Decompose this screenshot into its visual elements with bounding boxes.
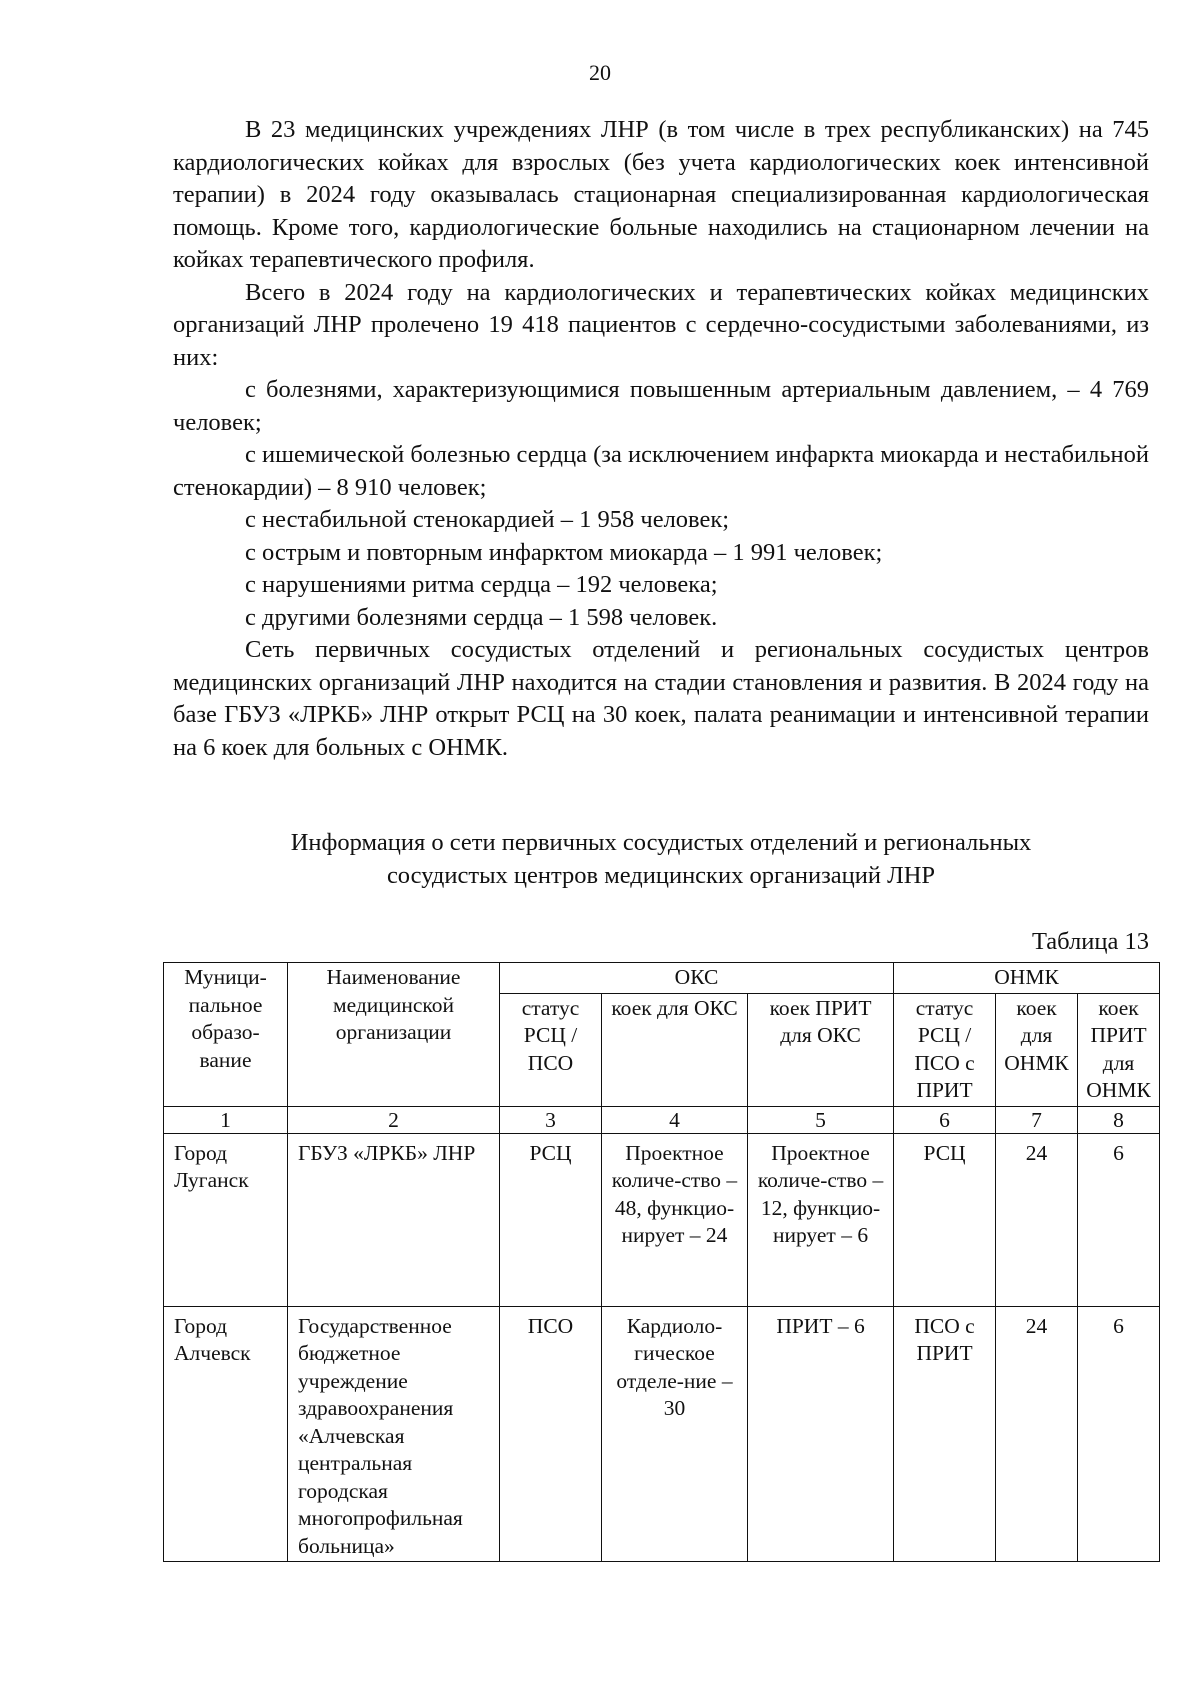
header-onmk-prit: коек ПРИТ для ОНМК — [1078, 993, 1160, 1106]
caption-line: Информация о сети первичных сосудистых отделений и региональных — [290, 829, 1032, 856]
header-oks-status: статус РСЦ / ПСО — [500, 993, 602, 1106]
column-number: 1 — [164, 1106, 288, 1133]
cell-onmk-beds: 24 — [996, 1133, 1078, 1306]
cell-oks-status: РСЦ — [500, 1133, 602, 1306]
header-organization: Наименование медицинской организации — [288, 963, 500, 1107]
header-onmk-status: статус РСЦ / ПСО с ПРИТ — [894, 993, 996, 1106]
cell-organization: ГБУЗ «ЛРКБ» ЛНР — [288, 1133, 500, 1306]
paragraph: с болезнями, характеризующимися повышенным артериальным давлением, – 4 769 человек; — [173, 376, 1149, 436]
header-oks-group: ОКС — [500, 963, 894, 994]
cell-oks-prit: Проектное количе-ство – 12, функцио-нирует – 6 — [748, 1133, 894, 1306]
paragraph: с острым и повторным инфарктом миокарда – 1 991 человек; — [245, 538, 883, 566]
paragraph: Сеть первичных сосудистых отделений и региональных сосудистых центров медицинских организаций ЛНР находится на стадии становления и развития. В 2024 году на базе ГБУЗ «ЛРКБ» ЛНР открыт РСЦ на 30 коек, палата реанимации и интенсивной терапии на 6 коек для больных с ОНМК. — [173, 636, 1149, 761]
table-caption — [173, 826, 1149, 892]
cell-onmk-prit: 6 — [1078, 1133, 1160, 1306]
caption-line: сосудистых центров медицинских организаций ЛНР — [386, 862, 936, 889]
paragraph: с нарушениями ритма сердца – 192 человека; — [245, 571, 718, 598]
column-number: 8 — [1078, 1106, 1160, 1133]
header-oks-prit: коек ПРИТ для ОКС — [748, 993, 894, 1106]
column-number: 4 — [602, 1106, 748, 1133]
cell-organization: Государственное бюджетное учреждение здравоохранения «Алчевская центральная городская многопрофильная больница» — [288, 1306, 500, 1562]
column-number: 2 — [288, 1106, 500, 1133]
cell-onmk-status: РСЦ — [894, 1133, 996, 1306]
table-label: Таблица 13 — [1031, 928, 1149, 955]
paragraph: с другими болезнями сердца – 1 598 человек. — [245, 603, 718, 631]
page-number: 20 — [589, 60, 611, 85]
cell-oks-status: ПСО — [500, 1306, 602, 1562]
paragraph: с ишемической болезнью сердца (за исключением инфаркта миокарда и нестабильной стенокардии) – 8 910 человек; — [173, 441, 1149, 501]
header-onmk-group: ОНМК — [894, 963, 1160, 994]
cell-onmk-prit: 6 — [1078, 1306, 1160, 1562]
paragraph: В 23 медицинских учреждениях ЛНР (в том числе в трех республиканских) на 745 кардиологических койках для взрослых (без учета кардиологических коек интенсивной терапии) в 2024 году оказывалась стационарная специализированная кардиологическая помощь. Кроме того, кардиологические больные находились на стационарном лечении на койках терапевтического профиля. — [173, 116, 1149, 273]
table-row — [164, 1306, 1160, 1562]
cell-oks-beds: Кардиоло-гическое отделе-ние – 30 — [602, 1306, 748, 1562]
header-municipality: Муници-пальное образо-вание — [164, 963, 288, 1107]
cell-oks-prit: ПРИТ – 6 — [748, 1306, 894, 1562]
cell-onmk-beds: 24 — [996, 1306, 1078, 1562]
header-oks-beds: коек для ОКС — [602, 993, 748, 1106]
cell-municipality: Город Луганск — [164, 1133, 288, 1306]
column-number: 6 — [894, 1106, 996, 1133]
body-text — [173, 114, 1149, 764]
column-number: 7 — [996, 1106, 1078, 1133]
vascular-centers-table — [163, 962, 1160, 1562]
paragraph: Всего в 2024 году на кардиологических и терапевтических койках медицинских организаций ЛНР пролечено 19 418 пациентов с сердечно-сосудистыми заболеваниями, из них: — [173, 278, 1149, 371]
cell-municipality: Город Алчевск — [164, 1306, 288, 1562]
header-onmk-beds: коек для ОНМК — [996, 993, 1078, 1106]
column-number: 5 — [748, 1106, 894, 1133]
cell-onmk-status: ПСО с ПРИТ — [894, 1306, 996, 1562]
paragraph: с нестабильной стенокардией – 1 958 человек; — [245, 506, 730, 533]
table-row — [164, 1133, 1160, 1306]
column-number: 3 — [500, 1106, 602, 1133]
cell-oks-beds: Проектное количе-ство – 48, функцио-нирует – 24 — [602, 1133, 748, 1306]
column-number-row — [164, 1106, 1160, 1133]
